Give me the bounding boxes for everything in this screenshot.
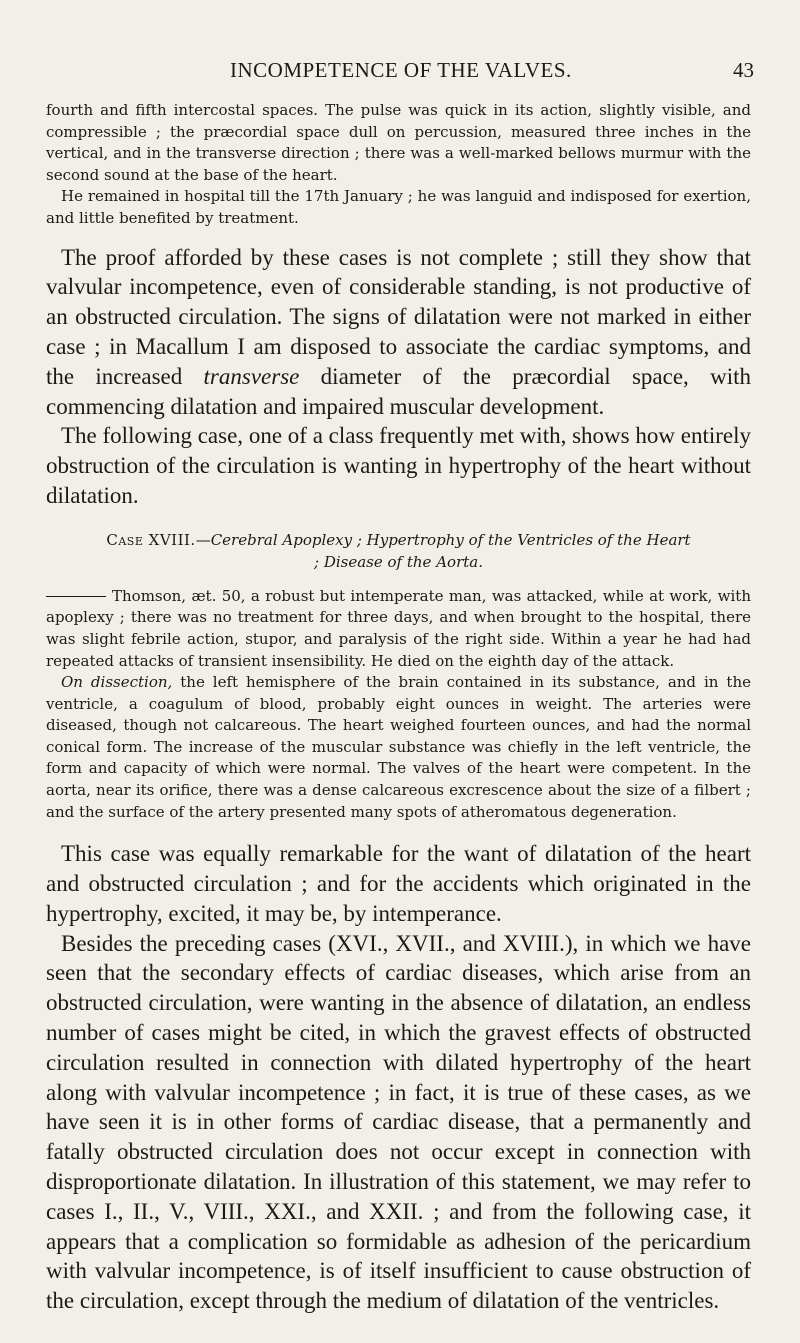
name-dash <box>46 596 106 597</box>
case-title: —Cerebral Apoplexy ; Hypertrophy of the Ventricles of the Heart ; Disease of the Aorta. <box>195 530 691 571</box>
paragraph-proof-text-a: The proof afforded by these cases is not complete ; still they show that valvular incompetence, even of considerable standing, is not productive of an obstructed circulation. The signs of dilatation were not marked in either case ; in Macallum I am disposed to associate the cardiac symptoms, and the increased <box>46 244 751 389</box>
running-title: INCOMPETENCE OF THE VALVES. <box>230 58 572 82</box>
page-body <box>46 100 751 1316</box>
paragraph-dissection-text: the left hemisphere of the brain contained in its substance, and in the ventricle, a coagulum of blood, probably eight ounces in weight. The arteries were diseased, though not calcareous. The heart weighed fourteen ounces, and had the normal conical form. The increase of the muscular substance was chiefly in the left ventricle, the form and capacity of which were normal. The valves of the heart were competent. In the aorta, near its orifice, there was a dense calcareous excrescence about the size of a filbert ; and the surface of the artery presented many spots of atheromatous degeneration. <box>46 673 751 821</box>
paragraph-thomson <box>46 586 751 672</box>
paragraph-besides: Besides the preceding cases (XVI., XVII., and XVIII.), in which we have seen that the secondary effects of cardiac diseases, which arise from an obstructed circulation, were wanting in the absence of dilatation, an endless number of cases might be cited, in which the gravest effects of obstructed circulation resulted in connection with dilated hypertrophy of the heart along with valvular incompetence ; in fact, it is true of these cases, as we have seen it is in other forms of cardiac disease, that a permanently and fatally obstructed circulation does not occur except in connection with disproportionate dilatation. In illustration of this statement, we may refer to cases I., II., V., VIII., XXI., and XXII. ; and from the following case, it appears that a complication so formidable as adhesion of the pericardium with valvular incompetence, is of itself insufficient to cause obstruction of the circulation, except through the medium of dilatation of the ventricles. <box>46 930 751 1314</box>
paragraph-thomson-text: Thomson, æt. 50, a robust but intemperate man, was attacked, while at work, with apoplexy ; there was no treatment for three days, and when brought to the hospital, there was slight febrile action, stupor, and paralysis of the right side. Within a year he had had repeated attacks of transient insensibility. He died on the eighth day of the attack. <box>46 586 751 670</box>
paragraph-proof-text-b: diameter of the præcordial space, with commencing dilatation and impaired muscular development. <box>46 363 751 419</box>
running-head <box>0 58 800 88</box>
paragraph-remarkable: This case was equally remarkable for the want of dilatation of the heart and obstructed circulation ; and for the accidents which originated in the hypertrophy, excited, it may be, by intemperance. <box>46 841 751 926</box>
dissection-emphasis: On dissection, <box>61 673 173 692</box>
page-number: 43 <box>733 58 754 82</box>
paragraph-continuation: fourth and fifth intercostal spaces. The pulse was quick in its action, slightly visible, and compressible ; the præcordial space dull on percussion, measured three inches in the vertical, and in the transverse direction ; there was a well-marked bellows murmur with the second sound at the base of the heart. <box>46 101 751 184</box>
paragraph-hospital-stay: He remained in hospital till the 17th January ; he was languid and indisposed for exertion, and little benefited by treatment. <box>46 187 751 227</box>
paragraph-following-case: The following case, one of a class frequently met with, shows how entirely obstruction of the circulation is wanting in hypertrophy of the heart without dilatation. <box>46 423 751 508</box>
case-heading <box>46 529 751 573</box>
paragraph-dissection <box>46 672 751 823</box>
paragraph-proof-emphasis: transverse <box>203 363 300 389</box>
case-label: Case XVIII. <box>106 530 196 549</box>
paragraph-proof <box>46 243 751 422</box>
